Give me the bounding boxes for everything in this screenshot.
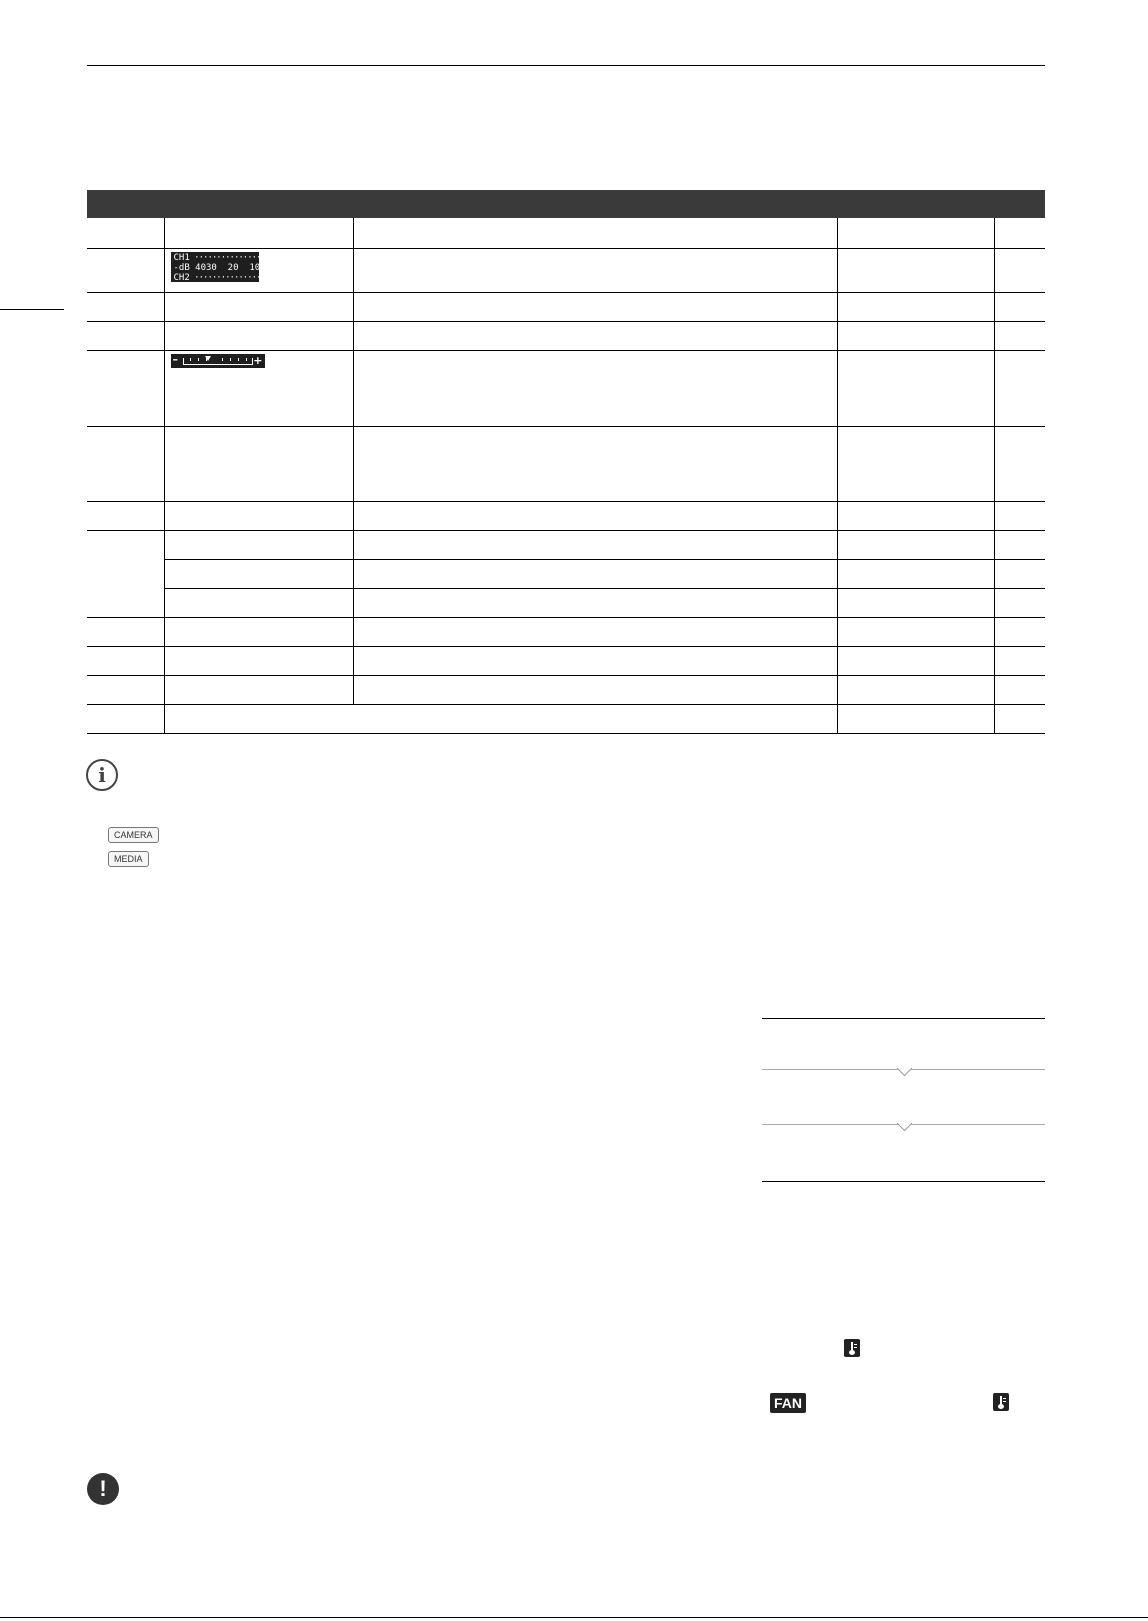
header-rule — [87, 65, 1045, 66]
header-cell — [87, 190, 164, 218]
table-row — [87, 248, 1045, 292]
footer-rule — [0, 1617, 1148, 1618]
chevron-down-icon — [897, 1061, 913, 1077]
header-cell — [164, 190, 353, 218]
table-row — [87, 321, 1045, 350]
table-row — [87, 617, 1045, 646]
table-row — [87, 530, 1045, 559]
warning-icon: ! — [87, 1473, 119, 1505]
table-header-row — [87, 190, 1045, 218]
fan-icon: FAN — [770, 1393, 806, 1413]
table-row — [87, 646, 1045, 675]
chevron-down-icon — [897, 1116, 913, 1132]
margin-tab-mark — [0, 309, 64, 310]
header-cell — [837, 190, 994, 218]
table-row — [87, 588, 1045, 617]
camera-mode-badge: CAMERA — [108, 827, 159, 843]
table-row — [87, 350, 1045, 426]
temperature-icon — [844, 1339, 860, 1357]
display-table — [87, 190, 1045, 734]
table-row — [87, 704, 1045, 733]
audio-level-meter-icon: CH1 ·························– -dB 4030 20 10 0 CH2 ·························– — [171, 252, 259, 282]
table-row — [87, 501, 1045, 530]
header-cell — [353, 190, 837, 218]
exposure-scale-icon: – + — [172, 352, 263, 367]
flow-top-rule — [762, 1018, 1045, 1019]
table-row — [87, 292, 1045, 321]
info-icon: i — [86, 759, 118, 791]
flow-bottom-rule — [762, 1181, 1045, 1182]
table-row — [87, 675, 1045, 704]
table-row — [87, 426, 1045, 501]
media-mode-badge: MEDIA — [108, 851, 149, 867]
table-row — [87, 559, 1045, 588]
table-row — [87, 218, 1045, 248]
header-cell — [994, 190, 1045, 218]
temperature-icon — [993, 1393, 1009, 1411]
